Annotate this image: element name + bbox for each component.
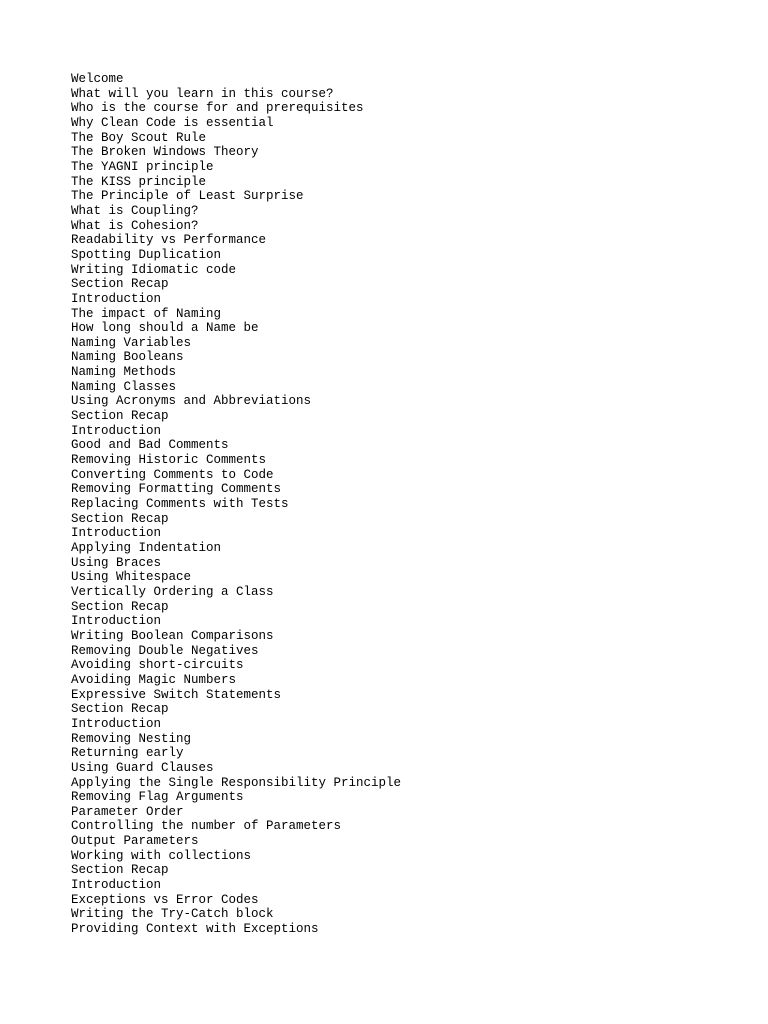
lesson-item: Providing Context with Exceptions [71,922,319,937]
lesson-item: Introduction [71,716,162,731]
lesson-item: What will you learn in this course? [71,86,334,101]
lesson-item: The YAGNI principle [71,159,214,174]
lesson-item: Good and Bad Comments [71,438,229,453]
lesson-item: Using Guard Clauses [71,760,214,775]
lesson-item: Introduction [71,423,162,438]
lesson-item: The impact of Naming [71,306,222,321]
lesson-item: Parameter Order [71,804,184,819]
lesson-item: The Boy Scout Rule [71,130,207,145]
lesson-item: Returning early [71,746,184,761]
lesson-item: Avoiding Magic Numbers [71,672,237,687]
lesson-item: Exceptions vs Error Codes [71,892,259,907]
lesson-item: Avoiding short-circuits [71,658,244,673]
lesson-item: Writing Boolean Comparisons [71,628,274,643]
lesson-item: Using Acronyms and Abbreviations [71,394,312,409]
lesson-item: Replacing Comments with Tests [71,497,289,512]
lesson-item: The Principle of Least Surprise [71,189,304,204]
lesson-item: Who is the course for and prerequisites [71,101,364,116]
lesson-item: Naming Methods [71,365,177,380]
lesson-item: Expressive Switch Statements [71,687,282,702]
lesson-item: Section Recap [71,863,169,878]
lesson-item: Naming Variables [71,335,192,350]
lesson-item: Why Clean Code is essential [71,115,274,130]
lesson-item: Writing Idiomatic code [71,262,237,277]
lesson-item: Naming Classes [71,379,177,394]
lesson-item: Output Parameters [71,834,199,849]
lesson-item: Section Recap [71,277,169,292]
lesson-item: Spotting Duplication [71,247,222,262]
lesson-item: Readability vs Performance [71,233,267,248]
lesson-item: The Broken Windows Theory [71,145,259,160]
lesson-item: Applying the Single Responsibility Principle [71,775,402,790]
lesson-item: Writing the Try-Catch block [71,907,274,922]
lesson-item: Section Recap [71,409,169,424]
lesson-list [71,72,401,937]
lesson-item: Welcome [71,72,124,86]
lesson-item: Vertically Ordering a Class [71,584,274,599]
lesson-item: Converting Comments to Code [71,467,274,482]
lesson-item: Removing Double Negatives [71,643,259,658]
lesson-item: Introduction [71,878,162,893]
lesson-item: What is Coupling? [71,203,199,218]
lesson-item: Introduction [71,614,162,629]
lesson-item: Using Whitespace [71,570,192,585]
lesson-item: Working with collections [71,848,252,863]
lesson-item: How long should a Name be [71,321,259,336]
lesson-item: Section Recap [71,511,169,526]
lesson-item: Introduction [71,526,162,541]
lesson-item: Removing Nesting [71,731,192,746]
lesson-item: Section Recap [71,702,169,717]
lesson-item: Removing Flag Arguments [71,790,244,805]
lesson-item: Using Braces [71,555,162,570]
lesson-item: Applying Indentation [71,541,222,555]
lesson-item: Removing Formatting Comments [71,482,282,497]
lesson-item: Removing Historic Comments [71,453,267,468]
lesson-item: The KISS principle [71,174,207,189]
lesson-item: What is Cohesion? [71,218,199,233]
lesson-item: Introduction [71,291,162,306]
lesson-item: Naming Booleans [71,350,184,365]
lesson-item: Controlling the number of Parameters [71,819,342,834]
lesson-item: Section Recap [71,599,169,614]
